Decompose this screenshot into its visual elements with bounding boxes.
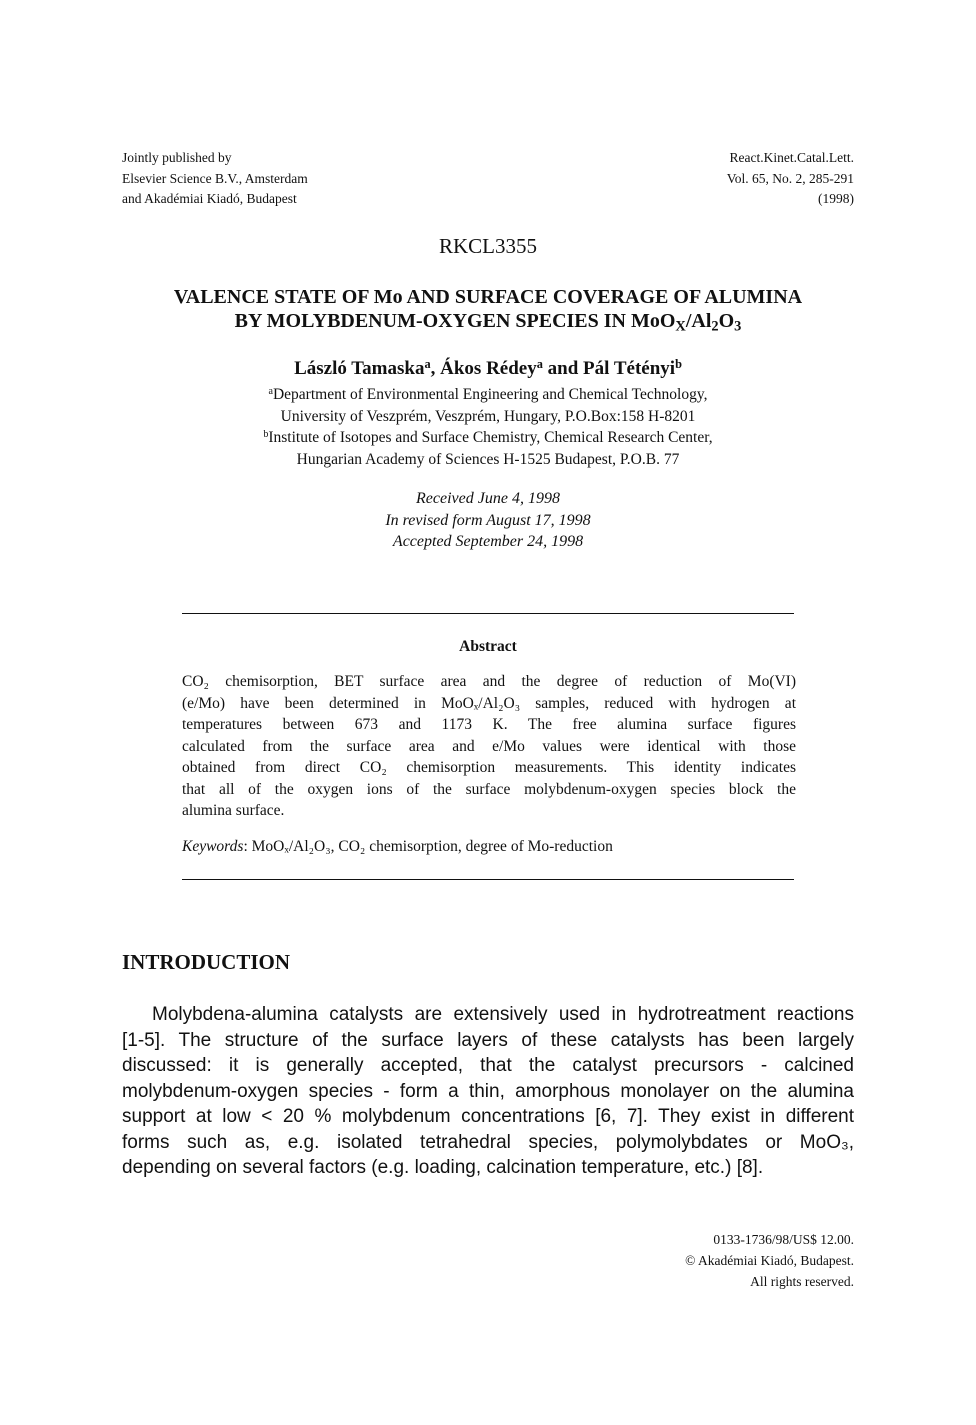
publisher-line: and Akadémiai Kiadó, Budapest [122,191,297,206]
keywords-label: Keywords [182,838,244,855]
abstract-line: temperatures between 673 and 1173 K. The free alumina surface figures [182,716,796,733]
abstract-line: CO₂ chemisorption, BET surface area and the degree of reduction of Mo(VI) [182,673,796,690]
publisher-line: Jointly published by [122,150,232,165]
copyright-line: 0133-1736/98/US$ 12.00. [713,1232,854,1247]
journal-line: React.Kinet.Catal.Lett. [729,150,854,165]
publisher-line: Elsevier Science B.V., Amsterdam [122,170,308,186]
keywords-text: : MoOₓ/Al₂O₃, CO₂ chemisorption, degree of Mo-reduction [243,838,613,855]
journal-citation [727,148,854,210]
introduction-heading: INTRODUCTION [122,950,291,974]
abstract-line: alumina surface. [182,802,285,819]
publisher-info [122,148,308,210]
abstract-bottom-rule [182,879,794,880]
title-line-1: VALENCE STATE OF Mo AND SURFACE COVERAGE OF ALUMINA [173,286,803,308]
author-name: Pál Tétényi [583,358,676,379]
journal-line: (1998) [818,191,854,206]
introduction-body [122,1002,854,1181]
affiliation-line: University of Veszprém, Veszprém, Hungary, P.O.Box:158 H-8201 [280,407,696,425]
paper-title [100,285,876,333]
abstract-line: calculated from the surface area and e/Mo values were identical with those [182,737,796,755]
date-accepted: Accepted September 24, 1998 [392,533,584,550]
intro-line: Molybdena-alumina catalysts are extensively used in hydrotreatment reactions [152,1004,854,1025]
date-received: Received June 4, 1998 [416,490,560,507]
abstract-heading: Abstract [459,638,517,655]
submission-dates [0,488,976,553]
author-name: Ákos Rédey [440,358,537,379]
affiliations [0,384,976,470]
abstract-line: obtained from direct CO₂ chemisorption measurements. This identity indicates [182,759,796,776]
author-name: László Tamaska [294,358,425,379]
date-revised: In revised form August 17, 1998 [385,511,591,529]
intro-line: support at low < 20 % molybdenum concentrations [6, 7]. They exist in different [122,1106,854,1127]
keywords [182,838,613,856]
copyright-line: © Akadémiai Kiadó, Budapest. [685,1253,854,1268]
abstract-top-rule [182,613,794,614]
author-affil-mark: a [424,356,431,371]
title-line-2: BY MOLYBDENUM-OXYGEN SPECIES IN $MoO_X/Al_2O_3$ [234,310,742,335]
affiliation-line: $^b$Institute of Isotopes and Surface Chemistry, Chemical Research Center, [263,428,713,446]
author-affil-mark: a [536,356,543,371]
affiliation-line: Hungarian Academy of Sciences H-1525 Budapest, P.O.B. 77 [296,450,680,468]
copyright-line: All rights reserved. [750,1274,854,1289]
abstract-line: that all of the oxygen ions of the surface molybdenum-oxygen species block the [182,780,796,798]
author-affil-mark: b [675,356,682,371]
journal-line: Vol. 65, No. 2, 285-291 [726,170,854,186]
intro-line: molybdenum-oxygen species - form a thin, amorphous monolayer on the alumina [122,1080,854,1102]
affiliation-line: $^a$Department of Environmental Engineering and Chemical Technology, [268,385,708,403]
article-code: RKCL3355 [438,234,537,258]
intro-line: discussed: it is generally accepted, that the catalyst precursors - calcined [122,1055,854,1076]
intro-line: forms such as, e.g. isolated tetrahedral species, polymolybdates or MoO₃, [122,1131,854,1153]
intro-line: depending on several factors (e.g. loading, calcination temperature, etc.) [8]. [122,1157,764,1178]
abstract-body [182,671,796,822]
copyright-notice [685,1229,854,1292]
intro-line: [1-5]. The structure of the surface layers of these catalysts has been largely [122,1029,854,1051]
abstract-line: (e/Mo) have been determined in MoOₓ/Al₂O₃ samples, reduced with hydrogen at [182,694,796,712]
author-list: László Tamaska$^a$, Ákos Rédey$^a$ and Pál Tétényi$^b$ [294,356,682,379]
